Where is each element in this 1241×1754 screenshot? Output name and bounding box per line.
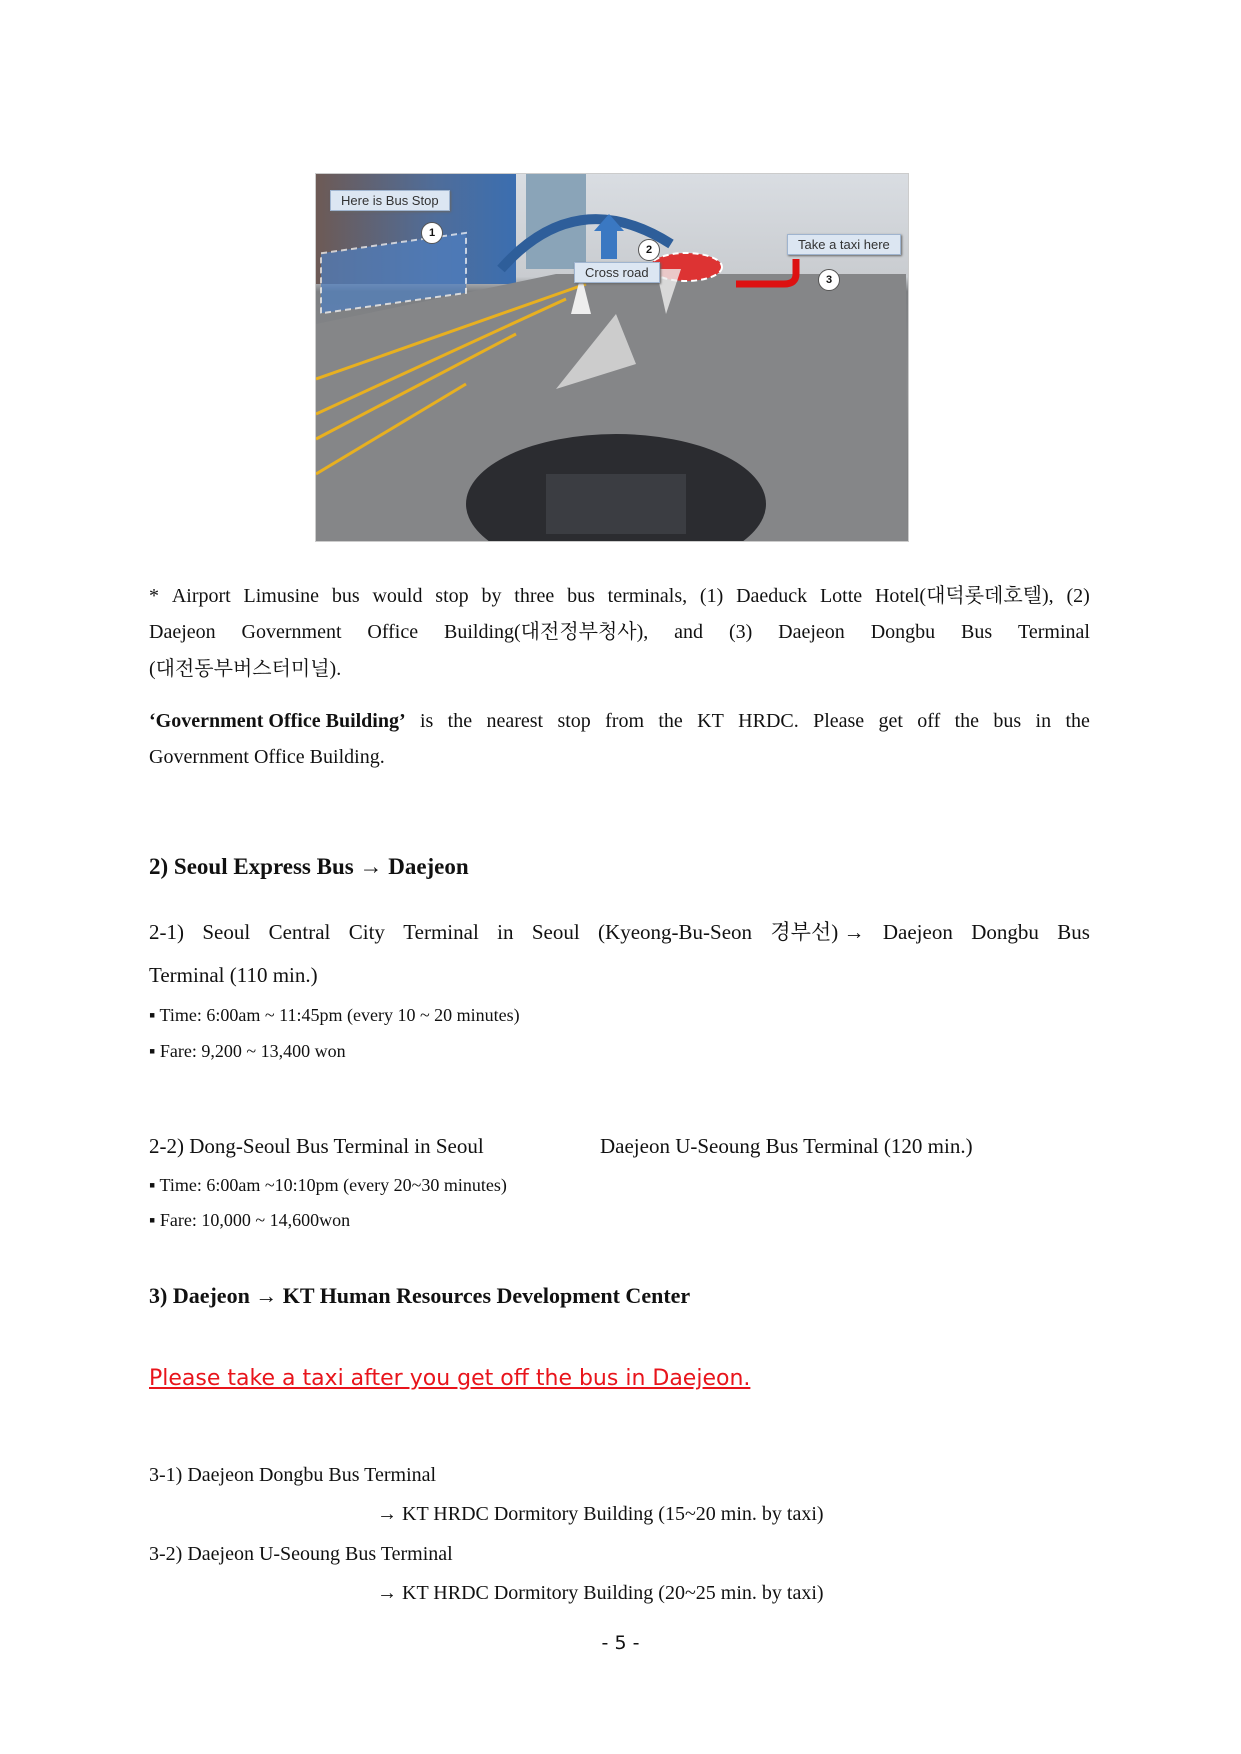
route-3-2-destination: → KT HRDC Dormitory Building (20~25 min. by taxi)	[377, 1582, 824, 1604]
bus-stop-label: Here is Bus Stop	[330, 190, 450, 211]
marker-2: 2	[638, 239, 660, 261]
route-2-2-time: ▪ Time: 6:00am ~10:10pm (every 20~30 minutes)	[149, 1175, 507, 1195]
page-number: - 5 -	[601, 1632, 640, 1654]
note-line-2: Daejeon Government Office Building(대전정부청사), and (3) Daejeon Dongbu Bus Terminal	[149, 621, 1090, 643]
taxi-notice: Please take a taxi after you get off the bus in Daejeon.	[149, 1366, 751, 1391]
note-line-1: * Airport Limusine bus would stop by three bus terminals, (1) Daeduck Lotte Hotel(대덕롯데호텔), (2)	[149, 585, 1090, 607]
marker-3: 3	[818, 269, 840, 291]
note-line-3: (대전동부버스터미널).	[149, 658, 342, 680]
route-2-2-fare: ▪ Fare: 10,000 ~ 14,600won	[149, 1210, 351, 1230]
route-2-2-to: Daejeon U-Seoung Bus Terminal (120 min.)	[600, 1134, 973, 1158]
route-3-1-destination: → KT HRDC Dormitory Building (15~20 min. by taxi)	[377, 1503, 824, 1525]
section-2-heading: 2) Seoul Express Bus → Daejeon	[149, 854, 469, 879]
marker-1: 1	[421, 222, 443, 244]
route-3-1: 3-1) Daejeon Dongbu Bus Terminal	[149, 1464, 437, 1486]
taxi-label: Take a taxi here	[787, 234, 901, 255]
road-annotations	[316, 174, 908, 541]
route-2-1-line-2: Terminal (110 min.)	[149, 963, 318, 987]
route-3-2: 3-2) Daejeon U-Seoung Bus Terminal	[149, 1543, 453, 1565]
street-view-photo	[315, 173, 909, 542]
section-3-heading: 3) Daejeon → KT Human Resources Development Center	[149, 1283, 691, 1308]
route-2-1-fare: ▪ Fare: 9,200 ~ 13,400 won	[149, 1041, 346, 1061]
route-2-2-from: 2-2) Dong-Seoul Bus Terminal in Seoul	[149, 1134, 484, 1158]
route-2-1-time: ▪ Time: 6:00am ~ 11:45pm (every 10 ~ 20 minutes)	[149, 1005, 520, 1025]
gov-line-2: Government Office Building.	[149, 746, 385, 768]
gov-line-1: ‘Government Office Building’ is the nearest stop from the KT HRDC. Please get off the bus in the	[149, 710, 1090, 732]
cross-road-label: Cross road	[574, 262, 660, 283]
route-2-1-line-1: 2-1) Seoul Central City Terminal in Seoul (Kyeong-Bu-Seon 경부선) → Daejeon Dongbu Bus	[149, 920, 1090, 944]
